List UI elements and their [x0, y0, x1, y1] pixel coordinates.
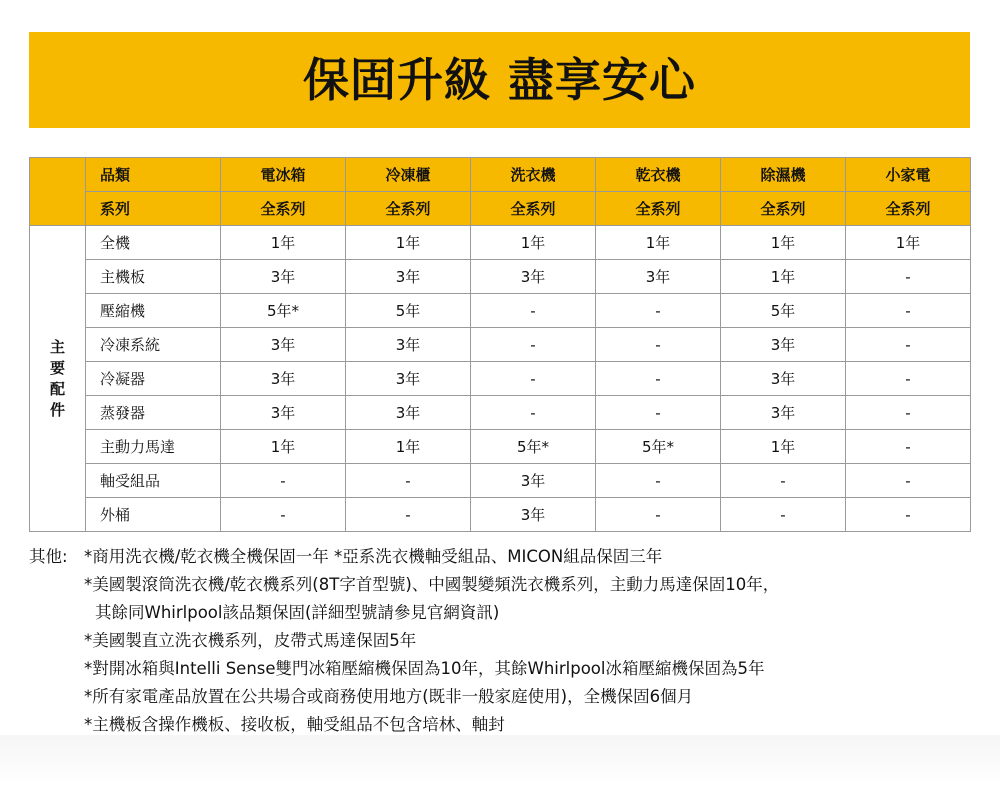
- header-corner: [30, 158, 86, 226]
- warranty-cell: 1年: [721, 260, 846, 294]
- note-line: *美國製滾筒洗衣機/乾衣機系列(8T字首型號)、中國製變頻洗衣機系列，主動力馬達保固10年，: [84, 575, 780, 594]
- warranty-cell: -: [846, 260, 971, 294]
- warranty-cell: 5年*: [471, 430, 596, 464]
- warranty-table: [29, 157, 971, 532]
- header-series-cell: 全系列: [221, 192, 346, 226]
- note-line: 其餘同Whirlpool該品類保固(詳細型號請參見官網資訊): [95, 603, 500, 622]
- warranty-cell: 3年: [721, 328, 846, 362]
- note-line: *美國製直立洗衣機系列，皮帶式馬達保固5年: [84, 631, 417, 650]
- table-row: [30, 396, 971, 430]
- header-category-cell: 除濕機: [721, 158, 846, 192]
- side-label: 主要配件: [49, 337, 65, 419]
- warranty-cell: 1年: [221, 430, 346, 464]
- warranty-cell: 3年: [721, 362, 846, 396]
- warranty-cell: 1年: [721, 430, 846, 464]
- warranty-cell: 1年: [346, 226, 471, 260]
- table-row: [30, 362, 971, 396]
- header-series-cell: 全系列: [471, 192, 596, 226]
- warranty-cell: 5年*: [596, 430, 721, 464]
- warranty-cell: 5年: [721, 294, 846, 328]
- warranty-cell: 3年: [471, 464, 596, 498]
- header-row-series: [30, 192, 971, 226]
- warranty-cell: -: [471, 328, 596, 362]
- warranty-cell: 1年: [471, 226, 596, 260]
- warranty-cell: -: [846, 430, 971, 464]
- side-label-cell: [30, 226, 86, 532]
- warranty-cell: 3年: [471, 498, 596, 532]
- warranty-cell: -: [596, 294, 721, 328]
- row-label: 主動力馬達: [86, 430, 221, 464]
- note-text: *商用洗衣機/乾衣機全機保固一年 *亞系洗衣機軸受組品、MICON組品保固三年: [84, 547, 663, 566]
- warranty-cell: 5年*: [221, 294, 346, 328]
- note-line: *主機板含操作機板、接收板，軸受組品不包含培林、軸封: [84, 715, 505, 734]
- header-category-cell: 小家電: [846, 158, 971, 192]
- header-category-cell: 電冰箱: [221, 158, 346, 192]
- header-label-series: 系列: [86, 192, 221, 226]
- header-label-category: 品類: [86, 158, 221, 192]
- warranty-cell: -: [596, 464, 721, 498]
- warranty-cell: 5年: [346, 294, 471, 328]
- warranty-cell: -: [471, 362, 596, 396]
- warranty-cell: -: [221, 498, 346, 532]
- row-label: 全機: [86, 226, 221, 260]
- warranty-cell: 1年: [221, 226, 346, 260]
- table-row: [30, 226, 971, 260]
- row-label: 軸受組品: [86, 464, 221, 498]
- row-label: 冷凝器: [86, 362, 221, 396]
- warranty-cell: -: [596, 362, 721, 396]
- warranty-cell: -: [346, 498, 471, 532]
- header-category-cell: 乾衣機: [596, 158, 721, 192]
- page-title: 保固升級 盡享安心: [302, 53, 696, 107]
- warranty-cell: 3年: [596, 260, 721, 294]
- warranty-cell: -: [846, 498, 971, 532]
- notes-section: [29, 543, 989, 739]
- warranty-cell: 3年: [721, 396, 846, 430]
- table-row: [30, 430, 971, 464]
- note-line: *對開冰箱與Intelli Sense雙門冰箱壓縮機保固為10年，其餘Whirlpool冰箱壓縮機保固為5年: [84, 659, 765, 678]
- header-row-category: [30, 158, 971, 192]
- warranty-cell: 3年: [346, 362, 471, 396]
- warranty-cell: -: [471, 396, 596, 430]
- bottom-fade: [0, 735, 1000, 788]
- warranty-cell: 3年: [346, 260, 471, 294]
- warranty-cell: -: [346, 464, 471, 498]
- warranty-cell: -: [721, 464, 846, 498]
- warranty-cell: 1年: [596, 226, 721, 260]
- warranty-cell: -: [221, 464, 346, 498]
- warranty-cell: 3年: [471, 260, 596, 294]
- warranty-cell: 3年: [346, 396, 471, 430]
- table-row: [30, 498, 971, 532]
- warranty-cell: 1年: [721, 226, 846, 260]
- row-label: 主機板: [86, 260, 221, 294]
- warranty-cell: -: [721, 498, 846, 532]
- table-row: [30, 328, 971, 362]
- warranty-cell: -: [596, 396, 721, 430]
- header-category-cell: 冷凍櫃: [346, 158, 471, 192]
- warranty-cell: -: [846, 362, 971, 396]
- warranty-cell: 3年: [221, 396, 346, 430]
- header-category-cell: 洗衣機: [471, 158, 596, 192]
- warranty-cell: 3年: [221, 260, 346, 294]
- warranty-cell: -: [846, 294, 971, 328]
- table-row: [30, 464, 971, 498]
- note-line: *所有家電產品放置在公共場合或商務使用地方(既非一般家庭使用)，全機保固6個月: [84, 687, 694, 706]
- warranty-cell: -: [596, 328, 721, 362]
- warranty-cell: 1年: [346, 430, 471, 464]
- table-row: [30, 294, 971, 328]
- warranty-cell: -: [596, 498, 721, 532]
- header-series-cell: 全系列: [596, 192, 721, 226]
- warranty-cell: -: [846, 328, 971, 362]
- row-label: 壓縮機: [86, 294, 221, 328]
- header-series-cell: 全系列: [846, 192, 971, 226]
- row-label: 冷凍系統: [86, 328, 221, 362]
- warranty-cell: 3年: [221, 328, 346, 362]
- warranty-cell: 3年: [221, 362, 346, 396]
- notes-prefix: 其他:: [29, 547, 68, 566]
- table-row: [30, 260, 971, 294]
- header-series-cell: 全系列: [346, 192, 471, 226]
- warranty-cell: -: [846, 464, 971, 498]
- warranty-cell: 1年: [846, 226, 971, 260]
- warranty-cell: 3年: [346, 328, 471, 362]
- note-line: [29, 543, 989, 571]
- warranty-cell: -: [471, 294, 596, 328]
- row-label: 外桶: [86, 498, 221, 532]
- warranty-cell: -: [846, 396, 971, 430]
- title-banner: [29, 32, 970, 128]
- row-label: 蒸發器: [86, 396, 221, 430]
- header-series-cell: 全系列: [721, 192, 846, 226]
